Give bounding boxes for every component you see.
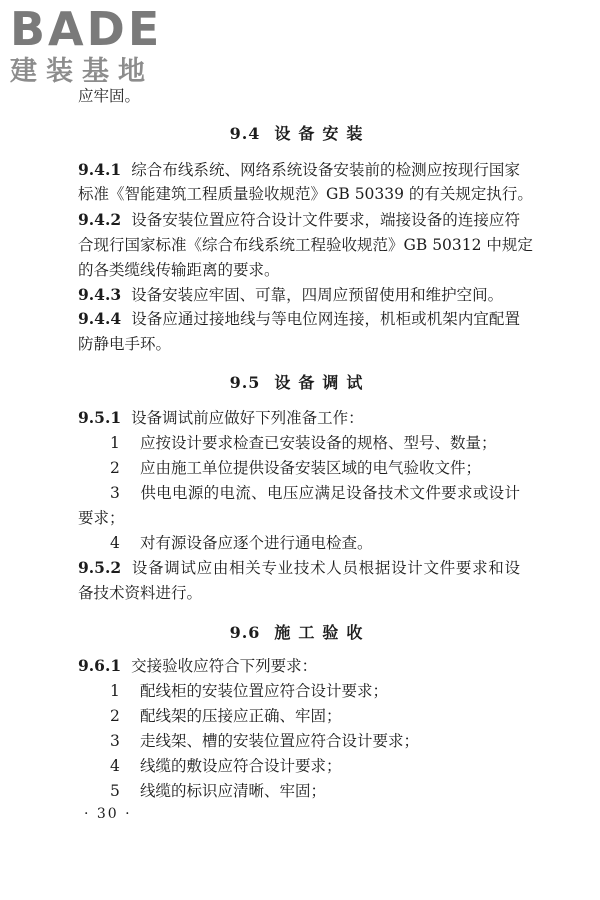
- clause-9-4-4-line2: 防静电手环。: [78, 335, 172, 353]
- heading-title: 设备安装: [274, 124, 371, 143]
- list-item: [110, 781, 326, 801]
- logo-brand-text: BADE: [10, 2, 163, 56]
- clause-text: 设备调试应由相关专业技术人员根据设计文件要求和设: [131, 559, 520, 577]
- clause-9-5-2: [78, 558, 520, 578]
- page-number: · 30 ·: [84, 806, 132, 822]
- item-text: 走线架、槽的安装位置应符合设计要求；: [140, 732, 420, 750]
- clause-9-4-1-line2: 标准《智能建筑工程质量验收规范》GB 50339 的有关规定执行。: [78, 185, 533, 203]
- clause-9-5-2-line2: 备技术资料进行。: [78, 584, 203, 602]
- clause-9-4-2-line3: 的各类缆线传输距离的要求。: [78, 261, 280, 279]
- list-item: [110, 706, 342, 726]
- continued-fragment: 应牢固。: [78, 87, 141, 105]
- clause-9-4-2: [78, 210, 520, 230]
- clause-text: 设备应通过接地线与等电位网连接，机柜或机架内宜配置: [131, 310, 520, 328]
- clause-number: 9.4.1: [78, 160, 122, 179]
- item-text: 对有源设备应逐个进行通电检查。: [140, 534, 373, 552]
- list-item-continued: 要求；: [78, 509, 125, 527]
- clause-text: 设备安装应牢固、可靠，四周应预留使用和维护空间。: [131, 286, 504, 304]
- item-text: 应由施工单位提供设备安装区域的电气验收文件；: [140, 459, 482, 477]
- item-number: 4: [110, 757, 120, 775]
- list-item: [110, 681, 388, 701]
- list-item: [110, 731, 419, 751]
- item-number: 3: [110, 484, 120, 502]
- item-text: 线缆的标识应清晰、牢固；: [140, 782, 327, 800]
- heading-number: 9.5: [229, 373, 261, 392]
- clause-number: 9.5.2: [78, 558, 122, 577]
- clause-9-4-1: [78, 160, 520, 180]
- heading-title: 设备调试: [274, 373, 371, 392]
- item-number: 1: [110, 434, 120, 452]
- item-number: 2: [110, 707, 120, 725]
- list-item: [110, 756, 342, 776]
- clause-number: 9.4.4: [78, 309, 122, 328]
- list-item: [110, 458, 481, 478]
- clause-9-5-1: [78, 408, 364, 428]
- item-number: 3: [110, 732, 120, 750]
- item-text: 供电电源的电流、电压应满足设备技术文件要求或设计: [140, 484, 520, 502]
- clause-number: 9.5.1: [78, 408, 122, 427]
- item-text: 线缆的敷设应符合设计要求；: [140, 757, 342, 775]
- clause-text: 综合布线系统、网络系统设备安装前的检测应按现行国家: [131, 161, 520, 179]
- clause-9-4-2-line2: 合现行国家标准《综合布线系统工程验收规范》GB 50312 中规定: [78, 236, 533, 254]
- item-number: 2: [110, 459, 120, 477]
- list-item: [110, 433, 497, 453]
- item-text: 配线柜的安装位置应符合设计要求；: [140, 682, 389, 700]
- list-item: [110, 483, 520, 503]
- clause-number: 9.4.2: [78, 210, 122, 229]
- heading-title: 施工验收: [274, 623, 371, 642]
- item-number: 4: [110, 534, 120, 552]
- item-number: 5: [110, 782, 120, 800]
- clause-9-4-4: [78, 309, 520, 329]
- item-text: 配线架的压接应正确、牢固；: [140, 707, 342, 725]
- clause-number: 9.4.3: [78, 285, 122, 304]
- clause-9-6-1: [78, 656, 317, 676]
- section-heading-9-5: [0, 370, 600, 393]
- section-heading-9-4: [0, 121, 600, 144]
- item-number: 1: [110, 682, 120, 700]
- clause-text: 交接验收应符合下列要求：: [131, 657, 318, 675]
- brand-logo: [10, 4, 180, 88]
- clause-9-4-3: [78, 285, 503, 305]
- clause-number: 9.6.1: [78, 656, 122, 675]
- heading-number: 9.6: [229, 623, 261, 642]
- logo-sub-text: 建装基地: [10, 56, 154, 87]
- list-item: [110, 533, 373, 553]
- heading-number: 9.4: [229, 124, 261, 143]
- section-heading-9-6: [0, 620, 600, 643]
- item-text: 应按设计要求检查已安装设备的规格、型号、数量；: [140, 434, 497, 452]
- clause-text: 设备安装位置应符合设计文件要求，端接设备的连接应符: [131, 211, 520, 229]
- clause-text: 设备调试前应做好下列准备工作：: [131, 409, 364, 427]
